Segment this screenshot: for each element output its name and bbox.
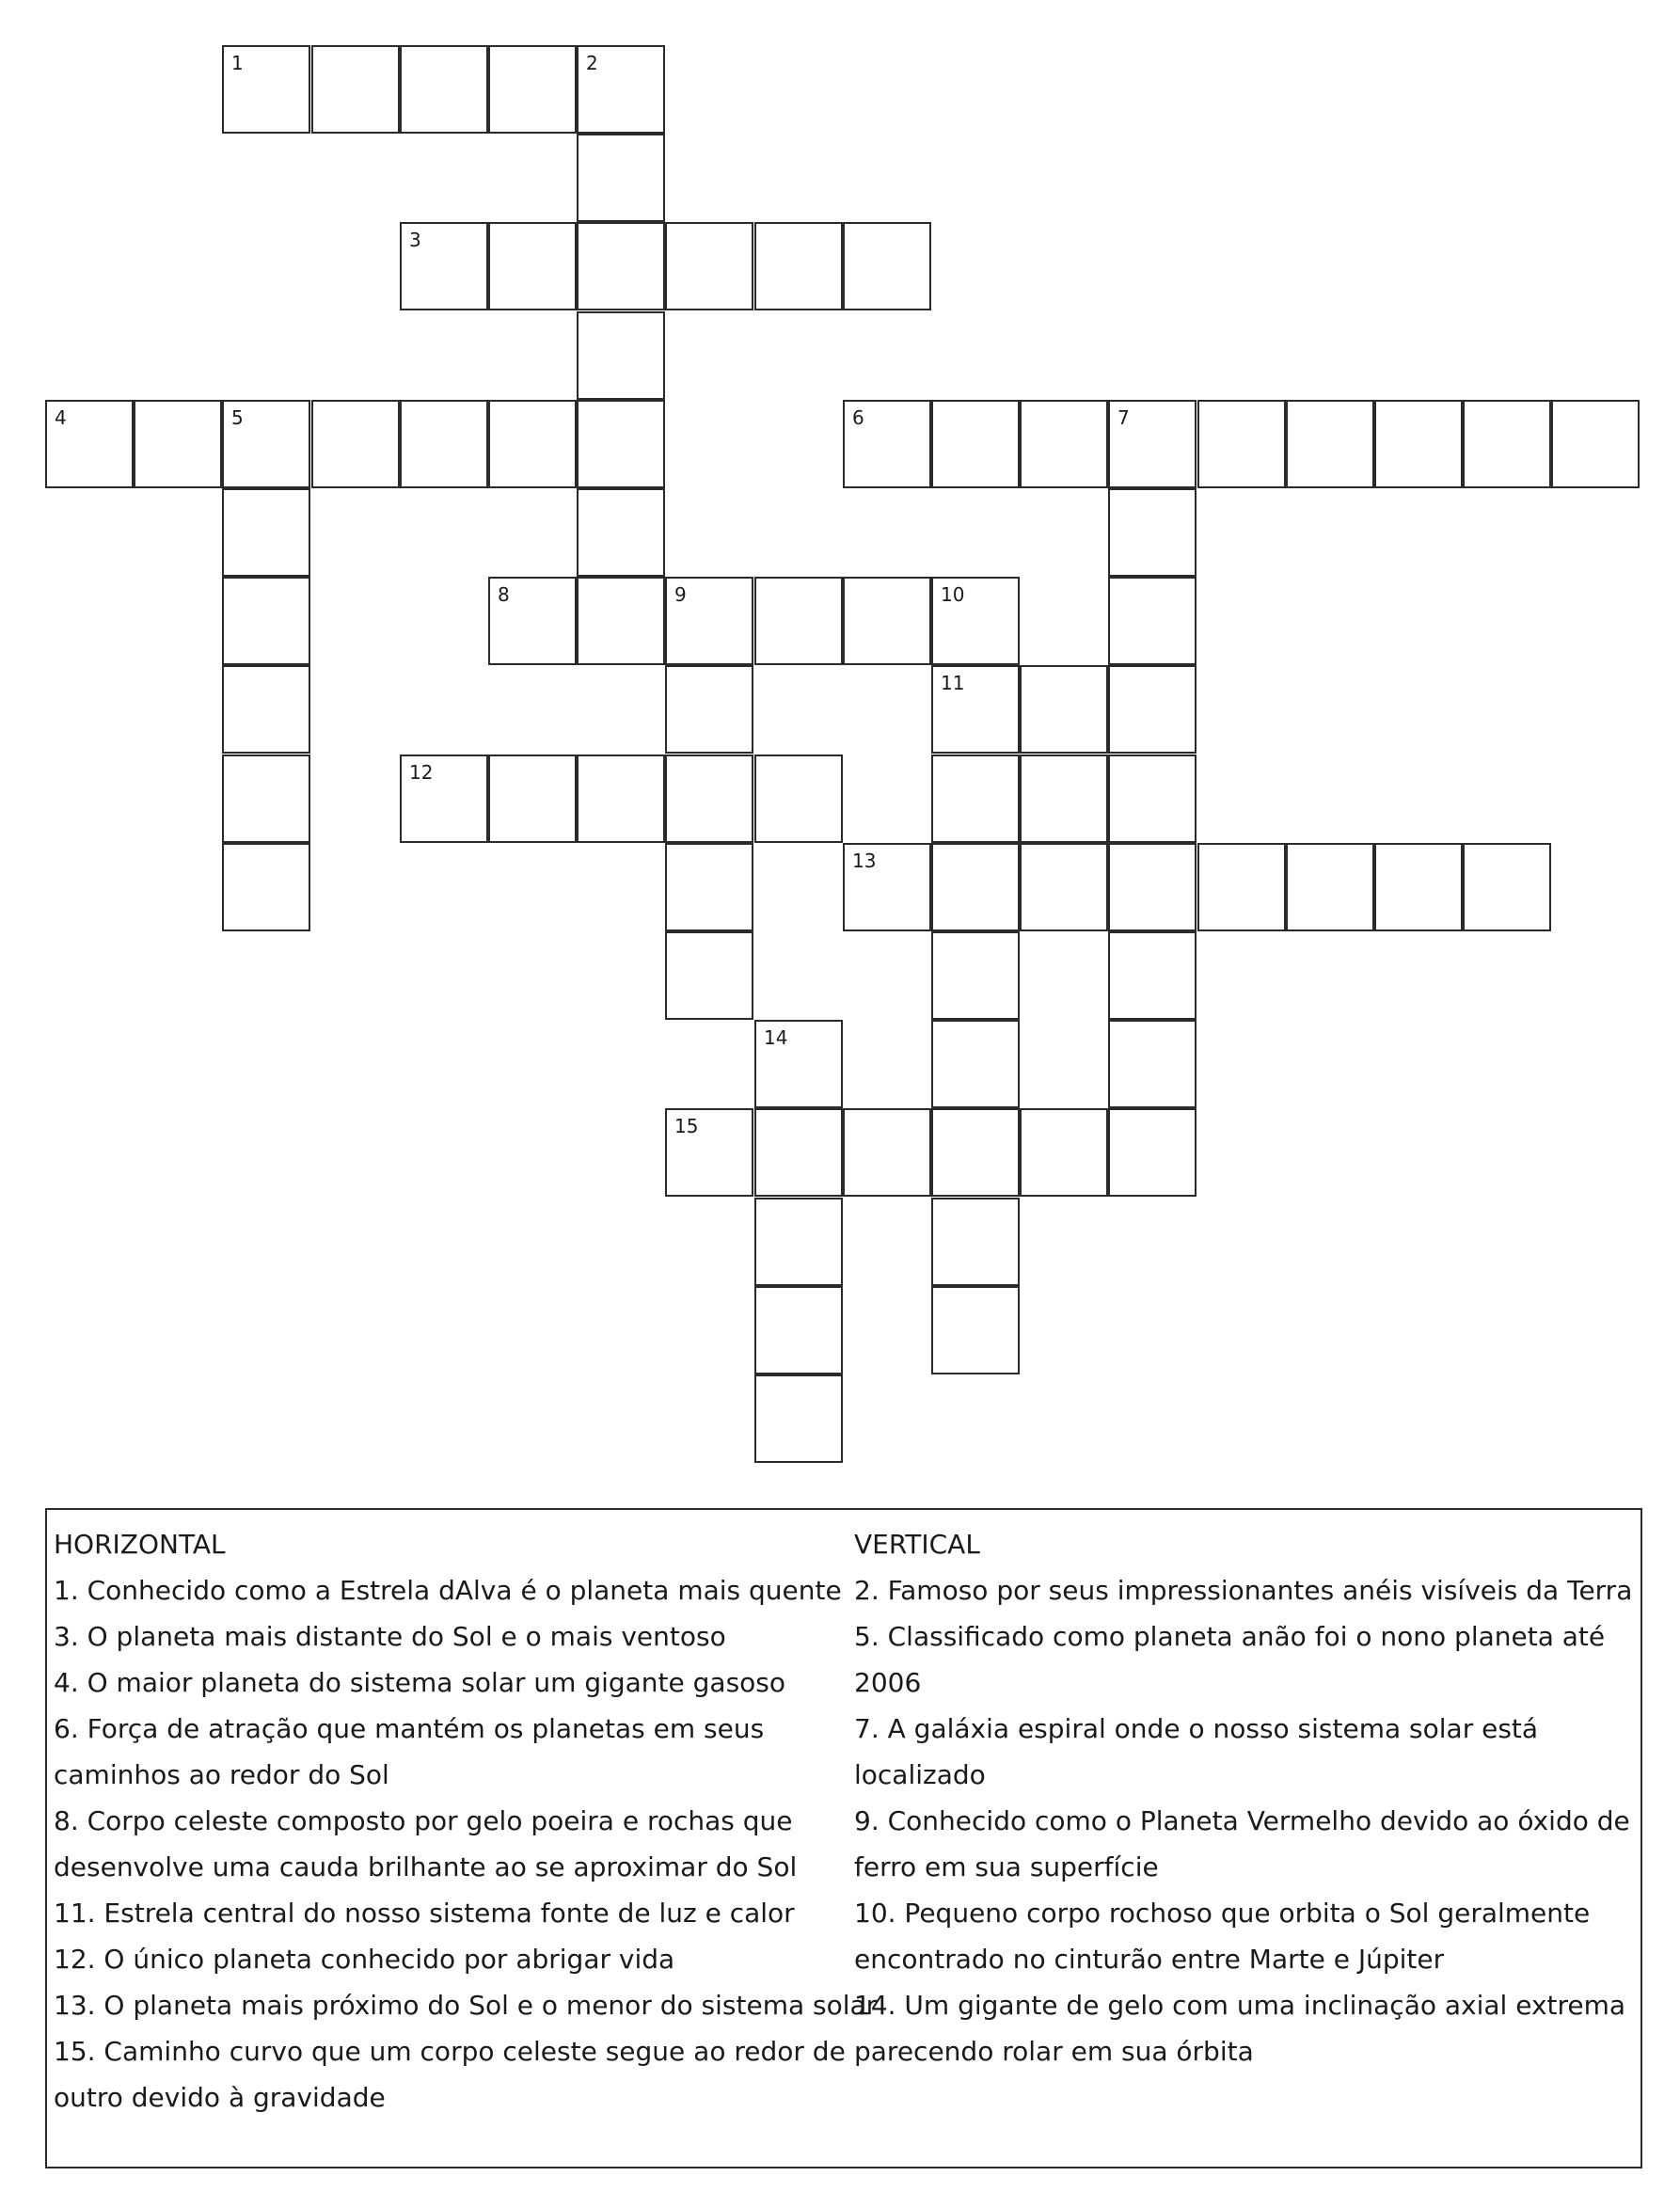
clue-number: 6 bbox=[852, 406, 864, 429]
clue-box bbox=[45, 1508, 1642, 2168]
crossword-cell[interactable] bbox=[222, 577, 310, 665]
crossword-cell[interactable] bbox=[665, 665, 753, 754]
vertical-clues bbox=[854, 1521, 1635, 2074]
crossword-cell[interactable] bbox=[843, 222, 931, 310]
crossword-cell[interactable] bbox=[931, 1020, 1020, 1108]
crossword-cell[interactable] bbox=[222, 488, 310, 577]
crossword-cell[interactable] bbox=[1374, 400, 1463, 488]
crossword-cell[interactable] bbox=[754, 222, 843, 310]
crossword-cell[interactable] bbox=[1374, 843, 1463, 931]
crossword-cell[interactable] bbox=[577, 222, 665, 310]
clue-number: 1 bbox=[231, 52, 244, 74]
crossword-cell[interactable] bbox=[577, 577, 665, 665]
clue-line: 4. O maior planeta do sistema solar um gigante gasoso bbox=[54, 1667, 786, 1698]
crossword-cell[interactable] bbox=[488, 400, 577, 488]
clue-number: 14 bbox=[764, 1026, 788, 1049]
crossword-cell[interactable] bbox=[577, 45, 665, 134]
crossword-cell[interactable] bbox=[665, 577, 753, 665]
crossword-cell[interactable] bbox=[931, 1198, 1020, 1286]
crossword-cell[interactable] bbox=[488, 222, 577, 310]
crossword-cell[interactable] bbox=[665, 931, 753, 1020]
clue-number: 3 bbox=[409, 229, 421, 251]
crossword-cell[interactable] bbox=[931, 665, 1020, 754]
clue-line: 2006 bbox=[854, 1667, 922, 1698]
horizontal-heading: HORIZONTAL bbox=[54, 1529, 226, 1560]
clue-number: 15 bbox=[674, 1115, 699, 1137]
horizontal-clues bbox=[54, 1521, 878, 2121]
crossword-cell[interactable] bbox=[665, 755, 753, 843]
clue-line: 3. O planeta mais distante do Sol e o mais ventoso bbox=[54, 1621, 726, 1652]
crossword-cell[interactable] bbox=[577, 755, 665, 843]
crossword-cell[interactable] bbox=[843, 400, 931, 488]
crossword-cell[interactable] bbox=[577, 311, 665, 400]
clue-number: 2 bbox=[586, 52, 598, 74]
crossword-cell[interactable] bbox=[1108, 577, 1197, 665]
crossword-cell[interactable] bbox=[754, 1286, 843, 1374]
crossword-cell[interactable] bbox=[1463, 400, 1551, 488]
clue-number: 11 bbox=[941, 672, 965, 694]
crossword-cell[interactable] bbox=[222, 755, 310, 843]
crossword-cell[interactable] bbox=[1108, 400, 1197, 488]
clue-line: 13. O planeta mais próximo do Sol e o menor do sistema solar bbox=[54, 1990, 878, 2021]
crossword-cell[interactable] bbox=[665, 1108, 753, 1197]
crossword-cell[interactable] bbox=[222, 400, 310, 488]
crossword-cell[interactable] bbox=[931, 1108, 1020, 1197]
clue-number: 8 bbox=[498, 583, 510, 606]
crossword-cell[interactable] bbox=[1197, 400, 1286, 488]
clue-line: caminhos ao redor do Sol bbox=[54, 1759, 389, 1790]
clue-line: 8. Corpo celeste composto por gelo poeira e rochas que bbox=[54, 1805, 793, 1836]
crossword-cell[interactable] bbox=[488, 577, 577, 665]
crossword-cell[interactable] bbox=[754, 755, 843, 843]
crossword-cell[interactable] bbox=[400, 755, 488, 843]
clue-line: 5. Classificado como planeta anão foi o nono planeta até bbox=[854, 1621, 1606, 1652]
crossword-cell[interactable] bbox=[1108, 488, 1197, 577]
clue-line: encontrado no cinturão entre Marte e Júpiter bbox=[854, 1944, 1445, 1975]
crossword-cell[interactable] bbox=[931, 755, 1020, 843]
clue-line: parecendo rolar em sua órbita bbox=[854, 2036, 1254, 2067]
crossword-cell[interactable] bbox=[843, 577, 931, 665]
crossword-cell[interactable] bbox=[1108, 843, 1197, 931]
crossword-cell[interactable] bbox=[577, 134, 665, 222]
crossword-cell[interactable] bbox=[400, 400, 488, 488]
crossword-cell[interactable] bbox=[1020, 400, 1108, 488]
crossword-cell[interactable] bbox=[843, 843, 931, 931]
clue-number: 9 bbox=[674, 583, 687, 606]
clue-line: outro devido à gravidade bbox=[54, 2082, 386, 2113]
clue-line: 14. Um gigante de gelo com uma inclinação axial extrema bbox=[854, 1990, 1626, 2021]
clue-line: ferro em sua superfície bbox=[854, 1851, 1159, 1882]
clue-line: 12. O único planeta conhecido por abrigar vida bbox=[54, 1944, 675, 1975]
crossword-cell[interactable] bbox=[222, 45, 310, 134]
crossword-cell[interactable] bbox=[1020, 665, 1108, 754]
crossword-cell[interactable] bbox=[1020, 755, 1108, 843]
crossword-cell[interactable] bbox=[931, 577, 1020, 665]
clue-line: 10. Pequeno corpo rochoso que orbita o Sol geralmente bbox=[854, 1898, 1591, 1929]
crossword-cell[interactable] bbox=[488, 755, 577, 843]
crossword-cell[interactable] bbox=[488, 45, 577, 134]
crossword-cell[interactable] bbox=[1108, 931, 1197, 1020]
crossword-cell[interactable] bbox=[931, 931, 1020, 1020]
crossword-cell[interactable] bbox=[754, 1020, 843, 1108]
clue-line: 11. Estrela central do nosso sistema fonte de luz e calor bbox=[54, 1898, 795, 1929]
clue-line: 7. A galáxia espiral onde o nosso sistema solar está bbox=[854, 1713, 1539, 1744]
clue-number: 12 bbox=[409, 761, 434, 784]
crossword-cell[interactable] bbox=[754, 1198, 843, 1286]
clue-number: 13 bbox=[852, 850, 877, 872]
clue-line: 1. Conhecido como a Estrela dAlva é o planeta mais quente bbox=[54, 1575, 842, 1606]
crossword-cell[interactable] bbox=[400, 222, 488, 310]
clue-number: 5 bbox=[231, 406, 244, 429]
crossword-cell[interactable] bbox=[665, 222, 753, 310]
crossword-cell[interactable] bbox=[843, 1108, 931, 1197]
crossword-cell[interactable] bbox=[1108, 1020, 1197, 1108]
crossword-cell[interactable] bbox=[1463, 843, 1551, 931]
crossword-cell[interactable] bbox=[1108, 1108, 1197, 1197]
crossword-cell[interactable] bbox=[1020, 1108, 1108, 1197]
crossword-cell[interactable] bbox=[45, 400, 134, 488]
clue-number: 7 bbox=[1117, 406, 1130, 429]
clue-line: localizado bbox=[854, 1759, 986, 1790]
clue-number: 10 bbox=[941, 583, 965, 606]
crossword-cell[interactable] bbox=[222, 665, 310, 754]
clue-line: 15. Caminho curvo que um corpo celeste segue ao redor de bbox=[54, 2036, 846, 2067]
crossword-cell[interactable] bbox=[1108, 665, 1197, 754]
crossword-cell[interactable] bbox=[311, 45, 400, 134]
crossword-cell[interactable] bbox=[931, 400, 1020, 488]
crossword-cell[interactable] bbox=[400, 45, 488, 134]
crossword-cell[interactable] bbox=[1108, 755, 1197, 843]
crossword-cell[interactable] bbox=[754, 1374, 843, 1463]
crossword-cell[interactable] bbox=[1020, 843, 1108, 931]
crossword-cell[interactable] bbox=[1551, 400, 1640, 488]
crossword-cell[interactable] bbox=[134, 400, 222, 488]
clue-line: desenvolve uma cauda brilhante ao se aproximar do Sol bbox=[54, 1851, 798, 1882]
crossword-cell[interactable] bbox=[931, 1286, 1020, 1374]
crossword-cell[interactable] bbox=[1286, 400, 1374, 488]
crossword-cell[interactable] bbox=[1286, 843, 1374, 931]
crossword-cell[interactable] bbox=[754, 1108, 843, 1197]
crossword-cell[interactable] bbox=[665, 843, 753, 931]
crossword-cell[interactable] bbox=[311, 400, 400, 488]
crossword-cell[interactable] bbox=[577, 400, 665, 488]
crossword-cell[interactable] bbox=[931, 843, 1020, 931]
clue-line: 6. Força de atração que mantém os planetas em seus bbox=[54, 1713, 765, 1744]
crossword-cell[interactable] bbox=[1197, 843, 1286, 931]
clue-line: 9. Conhecido como o Planeta Vermelho devido ao óxido de bbox=[854, 1805, 1630, 1836]
crossword-cell[interactable] bbox=[754, 577, 843, 665]
clue-number: 4 bbox=[55, 406, 67, 429]
crossword-cell[interactable] bbox=[577, 488, 665, 577]
clue-line: 2. Famoso por seus impressionantes anéis visíveis da Terra bbox=[854, 1575, 1633, 1606]
crossword-cell[interactable] bbox=[222, 843, 310, 931]
vertical-heading: VERTICAL bbox=[854, 1529, 980, 1560]
